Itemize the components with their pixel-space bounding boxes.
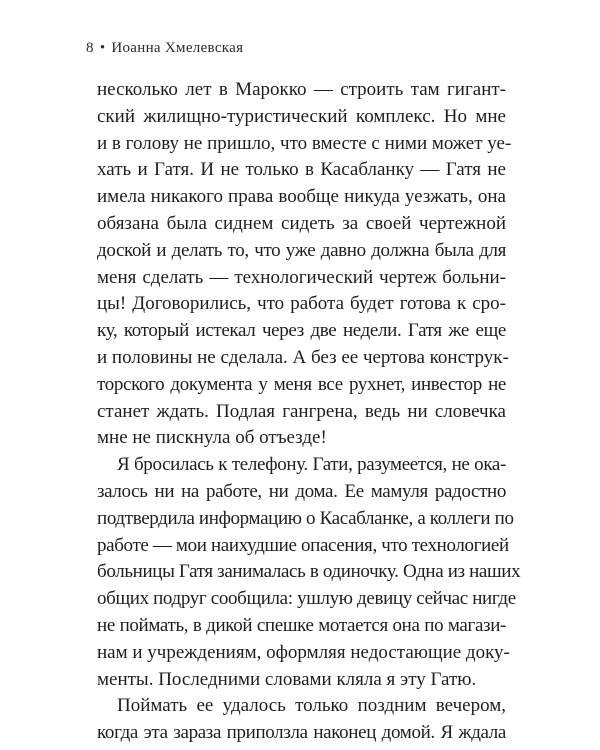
paragraph-1: [97, 77, 512, 452]
paragraph-3: [97, 693, 506, 747]
text-line: ский жилищно-туристический комплекс. Но мне: [97, 105, 506, 127]
text-line: и половины не сделала. А без ее чертова конструк-: [97, 346, 509, 368]
text-line: меня сделать — технологический чертеж больни-: [97, 266, 506, 288]
text-line: торского документа у меня все рухнет, инвестор не: [97, 373, 506, 395]
text-line: когда эта зараза приползла наконец домой. Я ждала: [97, 722, 506, 744]
body-text: [97, 77, 521, 747]
text-line: больницы Гатя занималась в одиночку. Одна из наших: [97, 561, 521, 583]
text-line: не поймать, в дикой спешке мотается она по магази-: [97, 614, 506, 636]
text-line: нам и учреждениям, оформляя недостающие доку-: [97, 641, 510, 663]
text-line: подтвердила информацию о Касабланке, а коллеги по: [97, 507, 514, 529]
running-head: [86, 40, 243, 57]
text-line: хать и Гатя. И не только в Касабланку — Гатя не: [97, 159, 506, 181]
paragraph-2: [97, 452, 521, 693]
text-line: менты. Последними словами кляла я эту Гатю.: [97, 668, 477, 690]
text-line: несколько лет в Марокко — строить там гигант-: [97, 79, 506, 100]
author-name: Иоанна Хмелевская: [111, 40, 244, 56]
text-line: ку, который истекал через две недели. Гатя же еще: [97, 320, 506, 342]
text-line: станет ждать. Подлая гангрена, ведь ни словечка: [97, 400, 506, 422]
text-line: имела никакого права вообще никуда уезжать, она: [97, 186, 506, 208]
text-line: обязана была сиднем сидеть за своей чертежной: [97, 212, 506, 234]
text-line: Я бросилась к телефону. Гати, разумеется, не ока-: [117, 454, 506, 476]
header-separator: •: [99, 40, 106, 56]
text-line: мне не пискнула об отъезде!: [97, 427, 327, 449]
text-line: Поймать ее удалось только поздним вечером,: [117, 695, 506, 717]
text-line: общих подруг сообщила: ушлую девицу сейчас нигде: [97, 588, 516, 610]
text-line: и в голову не пришло, что вместе с ними может уе-: [97, 132, 512, 154]
text-line: доской и делать то, что уже давно должна была для: [97, 239, 506, 261]
text-line: работе — мои наихудшие опасения, что технологией: [97, 534, 509, 556]
text-line: цы! Договорились, что работа будет готова к сро-: [97, 293, 506, 315]
text-line: залось ни на работе, ни дома. Ее мамуля радостно: [97, 480, 506, 502]
page-number: 8: [86, 40, 94, 56]
